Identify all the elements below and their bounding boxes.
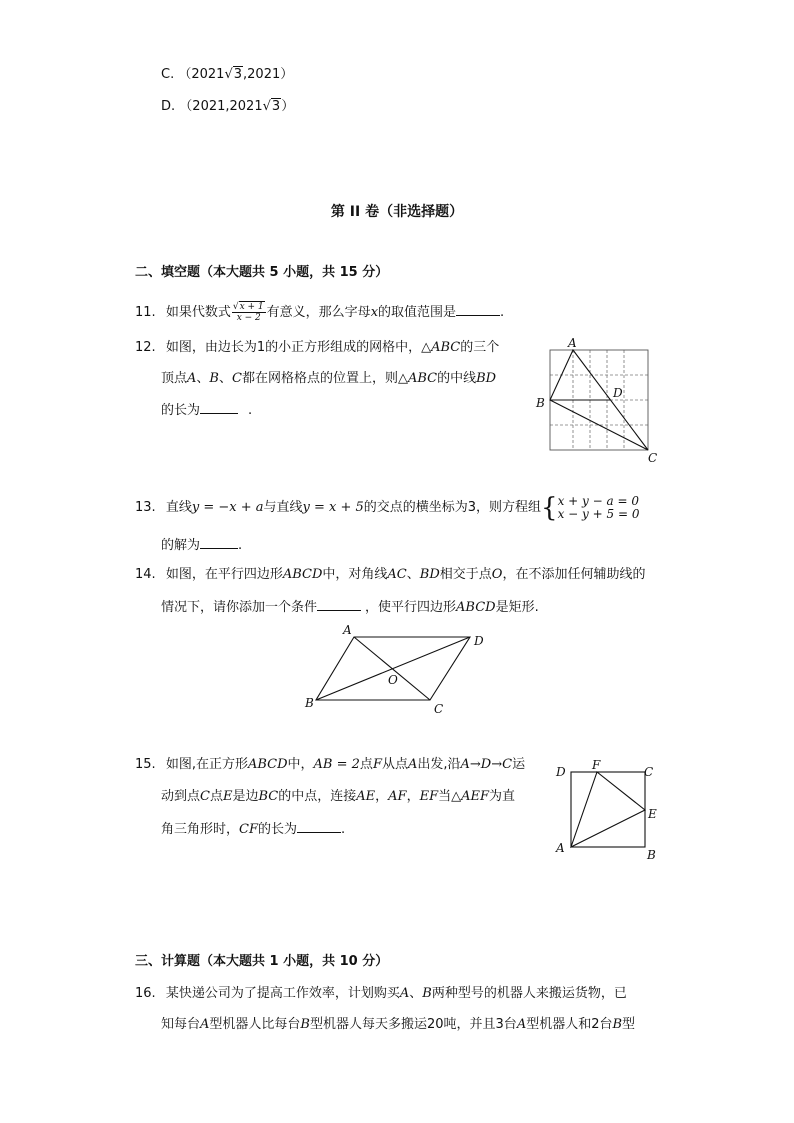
q15-line1-eq: AB = 2 — [313, 757, 360, 772]
q15-line2-mid4: 当 — [438, 789, 452, 804]
q16-line1-sep: 、 — [409, 986, 423, 1001]
section3-header: 三、计算题（本大题共 1 小题，共 10 分） — [135, 954, 389, 969]
q15-label-a: A — [556, 841, 565, 855]
q14-line1-mid2: 相交于点 — [439, 567, 492, 582]
q13-line2-end: . — [238, 538, 243, 553]
question-12-line3 — [161, 401, 252, 420]
q15-line1-mid4: 出发,沿 — [417, 757, 461, 772]
question-16-line2 — [161, 1016, 635, 1034]
q13-brace: { — [541, 492, 558, 523]
question-12-line2 — [161, 370, 496, 388]
q14-number: 14. — [135, 567, 156, 582]
option-c-sqrt: 3 — [233, 67, 243, 82]
q12-label-c: C — [648, 451, 658, 465]
q12-label-d: D — [613, 386, 623, 400]
q15-line2-e: E — [222, 789, 233, 804]
q15-label-b: B — [647, 848, 656, 862]
q15-figure — [550, 755, 665, 865]
q14-label-o: O — [388, 673, 398, 687]
option-d — [161, 98, 294, 116]
q13-pre: 直线 — [165, 500, 192, 515]
q15-line3-cf: CF — [239, 822, 258, 837]
option-d-text-post: ） — [281, 99, 295, 114]
q16-line1-b: B — [422, 986, 432, 1001]
q13-answer-blank[interactable] — [200, 536, 238, 549]
q15-line2-sep2: ， — [406, 789, 420, 804]
q16-number: 16. — [135, 986, 156, 1001]
q15-label-e: E — [648, 807, 657, 821]
q11-answer-blank[interactable] — [456, 303, 500, 316]
q15-line2-mid: 点 — [209, 789, 223, 804]
q15-line2-pre: 动到点 — [161, 789, 201, 804]
q16-line2-mid2: 型机器人每天多搬运20吨，并且3台 — [309, 1017, 517, 1032]
q13-number: 13. — [135, 500, 156, 515]
q15-line1-pre: 如图,在正方形 — [165, 757, 248, 772]
q14-line1-mid: 中，对角线 — [322, 567, 388, 582]
q11-var: x — [370, 305, 379, 320]
q15-line2-c: C — [200, 789, 210, 804]
q15-triangle-aef — [571, 772, 645, 847]
q15-line3-end: . — [341, 822, 346, 837]
q14-line1-bd: BD — [419, 567, 440, 582]
q12-line3-end: . — [248, 403, 253, 418]
q16-line1-post: 两种型号的机器人来搬运货物，已 — [431, 986, 627, 1001]
q14-line2-mid: ，使平行四边形 — [365, 600, 457, 615]
q15-square — [571, 772, 645, 847]
question-12-line1 — [135, 339, 499, 357]
q12-line2-post: 的中线 — [437, 371, 477, 386]
q15-line2-tri: △AEF — [451, 789, 490, 804]
q14-label-a: A — [343, 623, 352, 637]
q15-label-d: D — [556, 765, 566, 779]
q12-line2-C: C — [232, 371, 242, 386]
q15-line2-ae: AE — [356, 789, 376, 804]
question-14-line2 — [161, 598, 539, 617]
q13-sys2: x − y + 5 = 0 — [557, 506, 640, 521]
q12-line2-A: A — [187, 371, 197, 386]
sqrt-sign: √ — [262, 99, 271, 114]
q15-line1-f: F — [372, 757, 382, 772]
q15-line3-pre: 角三角形时， — [161, 822, 240, 837]
q12-line2-tri: △ABC — [397, 371, 438, 386]
q16-line2-mid: 型机器人比每台 — [209, 1017, 301, 1032]
q12-label-b: B — [536, 396, 545, 410]
q11-post: 的取值范围是 — [378, 305, 457, 320]
q15-line1-mid2: 点 — [359, 757, 373, 772]
q12-line2-BD: BD — [476, 371, 497, 386]
q11-mid: 有意义，那么字母 — [266, 305, 371, 320]
q12-line2-sep2: 、 — [218, 371, 232, 386]
q16-line2-pre: 知每台 — [161, 1017, 201, 1032]
q14-line1-ac: AC — [387, 567, 407, 582]
question-14-line1 — [135, 566, 645, 584]
q12-line2-a: 顶点 — [161, 371, 188, 386]
q14-line1-sep: 、 — [406, 567, 420, 582]
q14-answer-blank[interactable] — [317, 598, 361, 611]
q11-number: 11. — [135, 305, 156, 320]
sqrt-sign: √ — [224, 67, 233, 82]
q15-label-f: F — [592, 758, 601, 772]
q11-frac-den: x − 2 — [236, 313, 261, 323]
q16-line2-a2: A — [516, 1017, 527, 1032]
q15-number: 15. — [135, 757, 156, 772]
q14-label-c: C — [434, 702, 444, 716]
q15-line1-path: A→D→C — [460, 757, 513, 772]
q12-line3-pre: 的长为 — [161, 403, 201, 418]
q14-line2-pre: 情况下，请你添加一个条件 — [161, 600, 318, 615]
q13-eq1: y = −x + a — [191, 500, 264, 515]
q14-label-b: B — [305, 696, 314, 710]
q16-line2-post: 型 — [622, 1017, 636, 1032]
option-d-text-pre: （2021,2021 — [179, 99, 263, 114]
q14-label-d: D — [474, 634, 484, 648]
q13-mid1: 与直线 — [263, 500, 303, 515]
section2-header: 二、填空题（本大题共 5 小题，共 15 分） — [135, 265, 389, 280]
q12-line1-tri: △ABC — [421, 340, 461, 355]
q13-sys1: x + y − a = 0 — [557, 493, 639, 508]
q15-line2-mid3: 的中点，连接 — [278, 789, 357, 804]
q13-line2-pre: 的解为 — [161, 538, 201, 553]
q16-line2-b: B — [300, 1017, 310, 1032]
question-15-line2 — [161, 788, 515, 806]
question-13-line2 — [161, 536, 242, 555]
q15-line1-mid: 中， — [287, 757, 314, 772]
question-16-line1 — [135, 985, 627, 1003]
q15-line2-bc: BC — [258, 789, 279, 804]
q16-line2-mid3: 型机器人和2台 — [526, 1017, 613, 1032]
question-15-line1 — [135, 756, 525, 774]
q12-line1-pre: 如图，由边长为1的小正方形组成的网格中， — [165, 340, 422, 355]
q15-line2-ef: EF — [419, 789, 439, 804]
q12-line1-post: 的三个 — [460, 340, 500, 355]
q15-line3-mid: 的长为 — [257, 822, 297, 837]
q16-line2-a: A — [200, 1017, 210, 1032]
q14-line1-post: ，在不添加任何辅助线的 — [502, 567, 646, 582]
question-13-line1 — [135, 490, 639, 526]
option-c-text-post: ,2021） — [243, 67, 294, 82]
part2-title: 第 II 卷（非选择题） — [330, 204, 464, 220]
q15-line1-abcd: ABCD — [247, 757, 288, 772]
q15-line1-a: A — [407, 757, 418, 772]
q12-number: 12. — [135, 340, 156, 355]
q16-line1-a: A — [399, 986, 410, 1001]
option-c — [161, 66, 293, 84]
q12-line2-sep1: 、 — [196, 371, 210, 386]
q15-line2-sep1: ， — [375, 789, 389, 804]
q12-line2-mid: 都在网格格点的位置上，则 — [241, 371, 398, 386]
q13-eq2: y = x + 5 — [302, 500, 364, 515]
q11-pre: 如果代数式 — [165, 305, 231, 320]
q14-figure — [300, 620, 500, 720]
q12-figure — [532, 336, 662, 466]
q15-answer-blank[interactable] — [297, 820, 341, 833]
option-d-sqrt: 3 — [271, 99, 281, 114]
q14-line1-abcd: ABCD — [282, 567, 323, 582]
question-11 — [135, 302, 504, 324]
q14-diagonal-bd — [316, 637, 470, 700]
q13-mid2: 的交点的横坐标为3，则方程组 — [363, 500, 542, 515]
q15-line1-post: 运 — [512, 757, 526, 772]
q15-label-c: C — [644, 765, 654, 779]
q15-line2-mid2: 是边 — [232, 789, 259, 804]
question-15-line3 — [161, 820, 345, 839]
q14-line2-post: 是矩形. — [495, 600, 539, 615]
q15-line2-af: AF — [388, 789, 407, 804]
option-c-label: C. — [161, 67, 175, 82]
q15-line1-mid3: 从点 — [381, 757, 408, 772]
q11-fraction — [232, 302, 266, 323]
q12-answer-blank[interactable] — [200, 401, 238, 414]
q11-frac-num: x + 1 — [239, 302, 264, 312]
q14-line1-pre: 如图，在平行四边形 — [165, 567, 283, 582]
option-c-text-pre: （2021 — [178, 67, 225, 82]
q13-system — [558, 495, 640, 521]
q14-line2-abcd: ABCD — [456, 600, 496, 615]
q11-end: . — [500, 305, 505, 320]
q14-line1-o: O — [491, 567, 503, 582]
q15-line2-post: 为直 — [489, 789, 516, 804]
q16-line2-b2: B — [612, 1017, 623, 1032]
q16-line1-pre: 某快递公司为了提高工作效率，计划购买 — [165, 986, 400, 1001]
q12-line2-B: B — [209, 371, 219, 386]
option-d-label: D. — [161, 99, 176, 114]
q12-label-a: A — [568, 336, 577, 350]
sqrt-sign: √ — [232, 302, 239, 312]
